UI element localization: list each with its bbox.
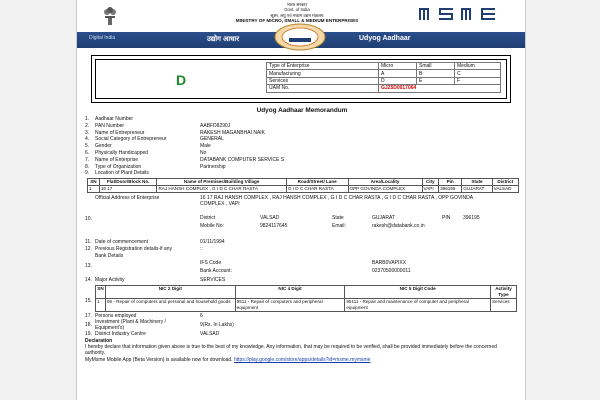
table-cell: 1 (96, 298, 106, 311)
table-header-cell: Pin (439, 179, 462, 186)
field-label: Aadhaar Number (95, 116, 134, 122)
uam-label: UAM No. (267, 85, 379, 92)
field-number: 17. (85, 312, 92, 319)
field-row (85, 170, 517, 177)
mobile-label: Mobile No: (200, 223, 224, 230)
mobile-app-text: MyMsme Mobile App (Beta Version) is available now for download. (85, 357, 233, 364)
ministry-hindi: सूक्ष्म, लघु एवं मध्यम उद्यम मंत्रालय (270, 12, 324, 18)
field-row (85, 239, 517, 246)
ifs-value: BARB0VAPIXX (372, 259, 407, 266)
field-label: District Industry Centre (95, 331, 146, 338)
ifs-label: IFS Code (200, 259, 222, 266)
enterprise-type-table (266, 62, 501, 93)
mobile-value: 9824117645 (260, 223, 288, 230)
national-emblem-icon (103, 4, 117, 26)
enterprise-category-box (91, 55, 511, 103)
msme-logo-icon (417, 6, 499, 22)
table-header-cell: SN (88, 179, 100, 186)
field-value: DATABANK COMPUTER SERVICE S (200, 156, 285, 163)
memorandum-title: Udyog Aadhaar Memorandum (256, 107, 348, 114)
field-number: 6. (85, 149, 90, 156)
govt-hindi: भारत सरकार (286, 2, 308, 7)
field-label: Social Category of Entrepreneur (95, 136, 167, 143)
field-value: 9(Rs. In Lakhs) (200, 322, 234, 329)
declaration-title: Declaration (85, 338, 113, 345)
field-value: RAKESH MAGANBHAI NAIK (200, 129, 266, 136)
field-value: Partnership (200, 163, 226, 170)
table-cell: Services (490, 298, 516, 311)
field-number: 14. (85, 276, 92, 283)
table-cell: B (417, 70, 455, 77)
digital-india-logo: Digital India (89, 35, 116, 41)
email-label: Email: (332, 223, 346, 230)
field-row (85, 123, 517, 130)
pin-label: PIN (442, 215, 451, 222)
field-label: Date of commencement (95, 239, 149, 246)
field-number: 9. (85, 170, 90, 177)
table-header-cell: Flat/Door/Block No. (99, 179, 157, 186)
table-header-cell: District (492, 179, 518, 186)
udyog-aadhaar-certificate (76, 0, 526, 400)
field-label: Name of Enterprise (95, 156, 139, 163)
table-row (267, 70, 501, 77)
table-header-cell: Name of Premises/Building Village (157, 179, 286, 186)
field-number: 15. (85, 297, 92, 304)
table-header-cell: NIC 5 Digit Code (345, 285, 491, 298)
table-header-cell: NIC 4 Digit (235, 285, 345, 298)
table-cell: C (455, 70, 501, 77)
field-value: :: (200, 245, 203, 252)
table-header-row (96, 285, 517, 298)
field-value: 01/11/1994 (200, 239, 225, 246)
nic-block (85, 285, 517, 313)
table-row (96, 298, 517, 311)
field-label: Gender (95, 143, 112, 150)
table-cell: 396195 (439, 186, 462, 193)
field-number: 8. (85, 163, 90, 170)
table-header-cell: City (422, 179, 439, 186)
table-row (267, 85, 501, 92)
field-row (85, 136, 517, 143)
table-cell: VALSAD (492, 186, 518, 193)
table-header-cell: Type of Enterprise (267, 63, 379, 70)
field-row (85, 319, 517, 331)
field-row (85, 164, 517, 171)
district-label: District (200, 215, 216, 222)
field-number: 19. (85, 331, 92, 338)
banner-title-english: Udyog Aadhaar (359, 35, 411, 42)
banner-title-hindi: उद्योग आधार (207, 36, 240, 43)
field-label: Type of Organization (95, 163, 142, 170)
field-value: AABFD8290J (200, 122, 231, 129)
field-label: Bank Details (95, 252, 124, 259)
field-number: 10. (85, 216, 92, 223)
field-number: 5. (85, 143, 90, 150)
official-address-block (85, 195, 517, 239)
field-row (85, 116, 517, 123)
bank-account-value: 02370500000011 (372, 267, 411, 274)
uam-number: GJ25D0017064 (379, 85, 501, 92)
udyog-aadhaar-seal-icon (273, 23, 327, 51)
field-value: GENERAL (200, 136, 224, 143)
table-cell: G I D C CHAR RASTA (286, 186, 348, 193)
mobile-app-link[interactable]: https://play.google.com/store/apps/details?id=msme.mymsme (233, 357, 371, 364)
field-row (85, 313, 517, 320)
declaration (85, 338, 517, 363)
field-row (85, 246, 517, 253)
field-row (85, 157, 517, 164)
field-number: 1. (85, 116, 90, 122)
table-cell: D (379, 77, 417, 84)
field-label: Major Activity (95, 276, 125, 283)
field-row (85, 150, 517, 157)
memorandum-body (85, 116, 517, 363)
field-value: 6 (200, 312, 203, 319)
field-value: SERVICES (200, 276, 226, 283)
field-value: VALSAD (200, 331, 220, 338)
table-cell: E (417, 77, 455, 84)
table-header-cell: Medium (455, 63, 501, 70)
ministry-title (197, 2, 397, 24)
field-label: Previous Registration details-if any (95, 245, 172, 252)
table-cell: 1 (88, 186, 100, 193)
field-label: Location of Plant Details (95, 170, 149, 177)
field-label: Persons employed (95, 312, 137, 319)
field-value: No (200, 149, 207, 156)
ministry-english: MINISTRY OF MICRO, SMALL & MEDIUM ENTERPRISES (235, 18, 359, 24)
field-number: 2. (85, 122, 90, 129)
table-cell: GUJARAT (462, 186, 492, 193)
table-cell: 95 - Repair of computers and personal and household goods (105, 298, 235, 311)
field-number: 12. (85, 245, 92, 252)
table-header-cell: Micro (379, 63, 417, 70)
field-number: 3. (85, 129, 90, 136)
table-cell: 9511 - Repair of computers and peripheral equipment (235, 298, 345, 311)
plant-location-table (87, 178, 519, 193)
table-header-row (88, 179, 519, 186)
table-header-cell: NIC 2 Digit (105, 285, 235, 298)
nic-table (95, 285, 517, 312)
table-cell: OPP GOVINDA COMPLEX (348, 186, 422, 193)
field-row (85, 331, 517, 338)
enterprise-category-letter: D (176, 72, 187, 88)
table-header-cell: Area/Locality (348, 179, 422, 186)
state-label: State (332, 215, 344, 222)
table-header-cell: Activity Type (490, 285, 516, 298)
field-number: 4. (85, 136, 90, 143)
table-header-cell: State (462, 179, 492, 186)
table-header-cell: Road/Street/ Lane (286, 179, 348, 186)
field-row (85, 277, 517, 284)
district-value: VALSAD (260, 215, 280, 222)
field-label: Investment (Plant & Machinery / Equipment's) (95, 319, 166, 332)
table-header-cell: Small (417, 63, 455, 70)
field-number: 7. (85, 156, 90, 163)
field-number: 13. (85, 262, 92, 269)
field-label: Physically Handicapped (95, 149, 149, 156)
govt-english: Govt. of India (284, 7, 310, 13)
field-label: Name of Entrepreneur (95, 129, 145, 136)
table-cell: VAPI (422, 186, 439, 193)
state-value: GUJARAT (372, 215, 395, 222)
field-value: Male (200, 143, 211, 150)
table-row (267, 77, 501, 84)
bank-account-label: Bank Account: (200, 267, 232, 274)
declaration-text: I hereby declare that information given above is true to the best of my knowledge. Any information, that may be required to be verified, shall be provided immediately before the concerned authority. (85, 344, 497, 357)
email-value: rakesh@databank.co.in (372, 223, 425, 230)
table-cell: Services (267, 77, 379, 84)
table-cell: A (379, 70, 417, 77)
bank-details-block (85, 253, 517, 277)
table-header-cell: SN (96, 285, 106, 298)
field-label: Official Address of Enterprise (95, 195, 160, 202)
table-cell: 95111 - Repair and maintenance of computer and peripheral equipment (345, 298, 491, 311)
table-cell: F (455, 77, 501, 84)
pin-value: 396195 (463, 215, 480, 222)
field-label: PAN Number (95, 122, 125, 129)
field-row (85, 143, 517, 150)
table-cell: Manufacturing (267, 70, 379, 77)
table-row (88, 186, 519, 193)
field-number: 11. (85, 239, 92, 246)
table-row (267, 63, 501, 70)
field-row (85, 130, 517, 137)
table-cell: RAJ HANSH COMPLEX , G I D C CHAR RASTA (157, 186, 286, 193)
official-address: 16 17 RAJ HANSH COMPLEX , RAJ HANSH COMPLEX , G I D C CHAR RASTA , G I D C CHAR RASTA , OPP GOVINDA COMPLEX , VAPI (200, 195, 473, 208)
table-cell: 16 17 (99, 186, 157, 193)
field-number: 18. (85, 322, 92, 329)
